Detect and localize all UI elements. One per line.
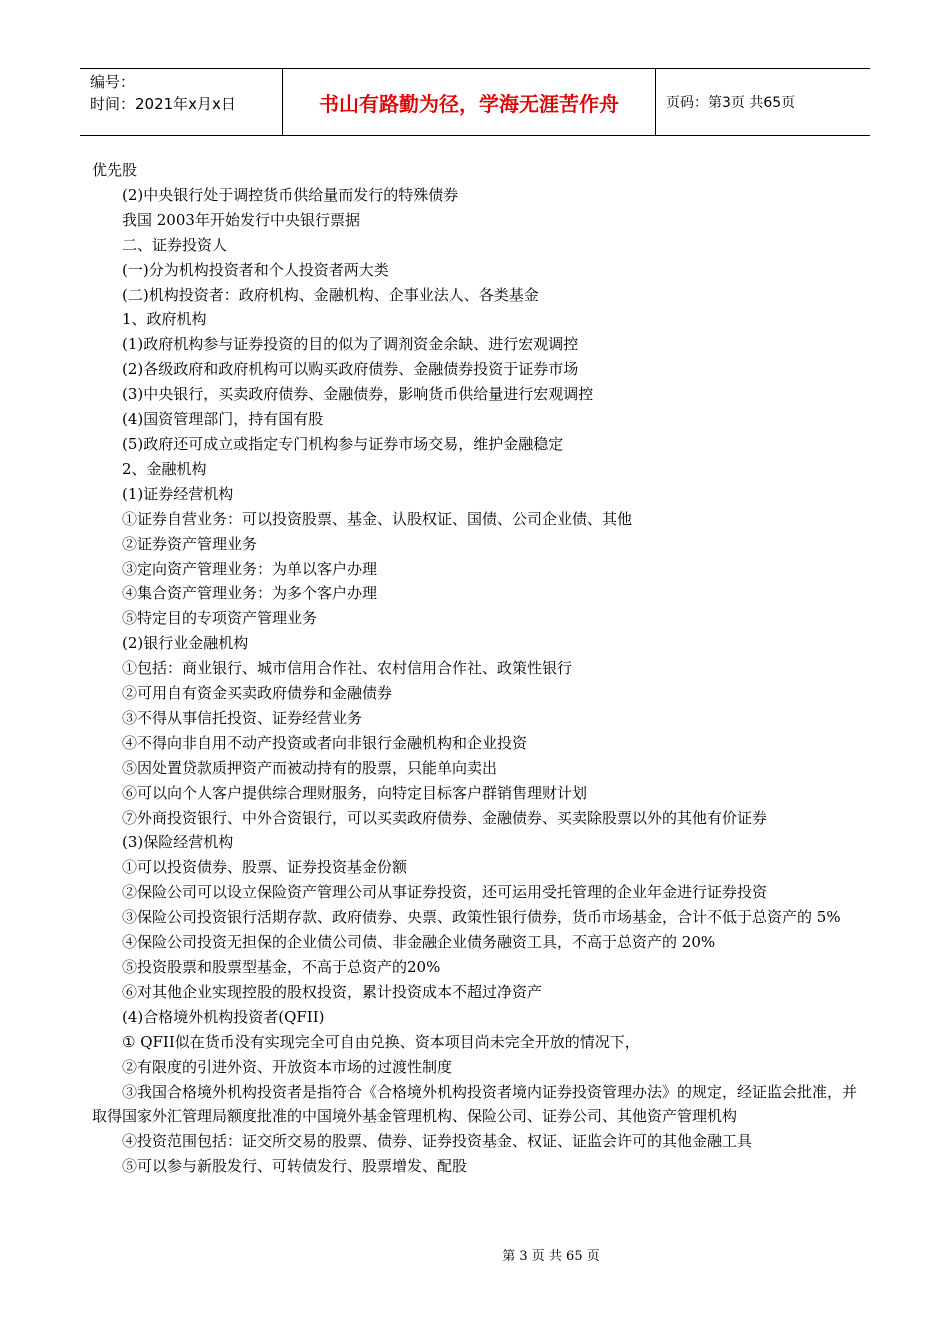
body-line: (4)国资管理部门，持有国有股 <box>122 410 324 429</box>
body-line: (3)中央银行，买卖政府债券、金融债券，影响货币供给量进行宏观调控 <box>122 385 594 404</box>
body-line: ④不得向非自用不动产投资或者向非银行金融机构和企业投资 <box>122 733 528 752</box>
body-line: (2)中央银行处于调控货币供给量而发行的特殊债券 <box>122 185 459 204</box>
document-date: 时间：2021年x月x日 <box>90 95 236 113</box>
body-line: (1)证券经营机构 <box>122 484 234 503</box>
body-line: ① QFII似在货币没有实现完全可自由兑换、资本项目尚未完全开放的情况下， <box>122 1032 640 1051</box>
body-line: ①证券自营业务：可以投资股票、基金、认股权证、国债、公司企业债、其他 <box>122 509 633 528</box>
body-line: ①包括：商业银行、城市信用合作社、农村信用合作社、政策性银行 <box>122 659 573 678</box>
header-page-number: 页码：第3页 共65页 <box>666 95 796 111</box>
body-line: 优先股 <box>92 161 138 179</box>
body-line: ②可用自有资金买卖政府债券和金融债券 <box>122 684 393 703</box>
body-line: (1)政府机构参与证券投资的目的似为了调剂资金余缺、进行宏观调控 <box>122 335 579 354</box>
body-line: ③不得从事信托投资、证券经营业务 <box>122 708 363 727</box>
body-line: (一)分为机构投资者和个人投资者两大类 <box>122 260 389 279</box>
header-meta <box>80 69 282 135</box>
body-line: (3)保险经营机构 <box>122 833 234 852</box>
body-line: (2)各级政府和政府机构可以购买政府债券、金融债券投资于证券市场 <box>122 360 579 379</box>
subsection-heading: 2、金融机构 <box>122 459 207 478</box>
body-line: ⑤投资股票和股票型基金，不高于总资产的20% <box>122 958 441 976</box>
body-line: ②有限度的引进外资、开放资本市场的过渡性制度 <box>122 1057 453 1076</box>
body-line: ⑥可以向个人客户提供综合理财服务，向特定目标客户群销售理财计划 <box>122 783 588 802</box>
body-line: ①可以投资债券、股票、证券投资基金份额 <box>122 858 408 877</box>
body-line: 我国 2003年开始发行中央银行票据 <box>122 210 360 229</box>
footer-page-number: 第 3 页 共 65 页 <box>502 1249 600 1264</box>
document-number: 编号： <box>90 73 136 91</box>
body-line: (5)政府还可成立或指定专门机构参与证券市场交易，维护金融稳定 <box>122 434 564 453</box>
section-heading: 二、证券投资人 <box>122 235 228 254</box>
body-line: (2)银行业金融机构 <box>122 634 249 653</box>
page-header <box>80 68 870 136</box>
body-line: ③我国合格境外机构投资者是指符合《合格境外机构投资者境内证券投资管理办法》的规定，经证监会批准，并取得国家外汇管理局额度批准的中国境外基金管理机构、保险公司、证券公司、其他资产管理机构 <box>92 1082 858 1126</box>
body-line: ④保险公司投资无担保的企业债公司债、非金融企业债务融资工具，不高于总资产的 20% <box>122 933 716 952</box>
body-line: (4)合格境外机构投资者(QFII) <box>122 1007 325 1026</box>
body-line: ②证券资产管理业务 <box>122 534 258 553</box>
body-line: ⑤特定目的专项资产管理业务 <box>122 609 318 628</box>
body-line: ⑦外商投资银行、中外合资银行，可以买卖政府债券、金融债券、买卖除股票以外的其他有价证券 <box>122 808 768 827</box>
body-line: ②保险公司可以设立保险资产管理公司从事证券投资，还可运用受托管理的企业年金进行证券投资 <box>122 883 768 902</box>
body-line: ④集合资产管理业务：为多个客户办理 <box>122 584 378 603</box>
body-line: ③保险公司投资银行活期存款、政府债券、央票、政策性银行债券，货币市场基金，合计不低于总资产的 5% <box>122 908 841 927</box>
page-footer <box>0 1245 950 1264</box>
body-line: ⑥对其他企业实现控股的股权投资，累计投资成本不超过净资产 <box>122 982 543 1001</box>
body-line: ③定向资产管理业务：为单以客户办理 <box>122 559 378 578</box>
body-line: ⑤可以参与新股发行、可转债发行、股票增发、配股 <box>122 1157 468 1176</box>
subsection-heading: 1、政府机构 <box>122 310 207 329</box>
body-line: ④投资范围包括：证交所交易的股票、债券、证券投资基金、权证、证监会许可的其他金融工具 <box>122 1132 753 1151</box>
body-line: (二)机构投资者：政府机构、金融机构、企事业法人、各类基金 <box>122 285 539 304</box>
document-body <box>92 158 862 1179</box>
header-motto: 书山有路勤为径，学海无涯苦作舟 <box>282 69 656 135</box>
body-line: ⑤因处置贷款质押资产而被动持有的股票，只能单向卖出 <box>122 758 498 777</box>
